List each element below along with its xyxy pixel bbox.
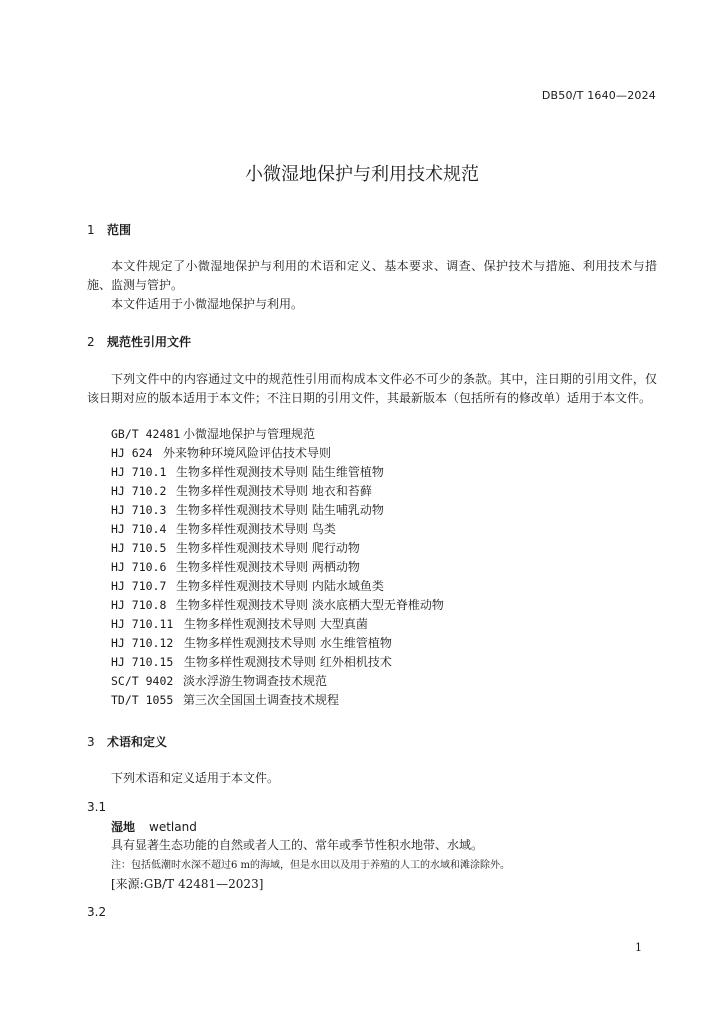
section-number: 1 (87, 223, 95, 237)
reference-name: 小微湿地保护与管理规范 (183, 427, 316, 441)
reference-name: 生物多样性观测技术导则 红外相机技术 (184, 655, 392, 669)
reference-name: 生物多样性观测技术导则 陆生哺乳动物 (176, 503, 384, 517)
list-item (111, 634, 444, 653)
scope-paragraph-2: 本文件适用于小微湿地保护与利用。 (111, 297, 304, 311)
reference-name: 生物多样性观测技术导则 水生维管植物 (184, 636, 392, 650)
list-item (111, 558, 444, 577)
reference-code: HJ 710.7 (111, 579, 167, 593)
reference-code: TD/T 1055 (111, 693, 174, 707)
reference-name: 生物多样性观测技术导则 鸟类 (176, 522, 336, 536)
term-definition: 具有显著生态功能的自然或者人工的、常年或季节性积水地带、水域。 (111, 838, 484, 852)
list-item (111, 577, 444, 596)
list-item (111, 501, 444, 520)
references-intro: 下列文件中的内容通过文中的规范性引用而构成本文件必不可少的条款。其中，注日期的引用文件，仅该日期对应的版本适用于本文件；不注日期的引用文件，其最新版本（包括所有的修改单）适用于本文件。 (87, 372, 657, 405)
reference-list (111, 425, 444, 710)
reference-name: 生物多样性观测技术导则 内陆水域鱼类 (176, 579, 384, 593)
section-title: 范围 (107, 223, 132, 237)
list-item (111, 615, 444, 634)
term-note: 注：包括低潮时水深不超过6 m的海域，但是水田以及用于养殖的人工的水域和滩涂除外。 (111, 860, 511, 871)
reference-name: 生物多样性观测技术导则 大型真菌 (184, 617, 368, 631)
terms-intro: 下列术语和定义适用于本文件。 (111, 771, 280, 785)
section-number: 2 (87, 335, 95, 349)
reference-name: 生物多样性观测技术导则 爬行动物 (176, 541, 360, 555)
reference-name: 生物多样性观测技术导则 地衣和苔藓 (176, 484, 372, 498)
list-item (111, 653, 444, 672)
list-item (111, 672, 444, 691)
reference-code: HJ 710.2 (111, 484, 167, 498)
reference-name: 生物多样性观测技术导则 两栖动物 (176, 560, 360, 574)
reference-code: HJ 710.4 (111, 522, 167, 536)
scope-paragraph-1: 本文件规定了小微湿地保护与利用的术语和定义、基本要求、调查、保护技术与措施、利用技术与措施、监测与管护。 (87, 259, 657, 292)
reference-name: 淡水浮游生物调查技术规范 (183, 674, 328, 688)
reference-name: 第三次全国国土调查技术规程 (183, 693, 340, 707)
reference-code: HJ 624 (111, 446, 153, 460)
list-item (111, 444, 444, 463)
list-item (111, 691, 444, 710)
document-title: 小微湿地保护与利用技术规范 (245, 164, 479, 185)
reference-code: HJ 710.1 (111, 465, 167, 479)
list-item (111, 463, 444, 482)
reference-code: HJ 710.8 (111, 598, 167, 612)
reference-code: GB/T 42481 (111, 427, 181, 441)
reference-code: HJ 710.12 (111, 636, 174, 650)
term-source: [来源:GB/T 42481—2023] (111, 877, 264, 891)
reference-code: HJ 710.3 (111, 503, 167, 517)
reference-code: SC/T 9402 (111, 674, 174, 688)
reference-name: 外来物种环境风险评估技术导则 (163, 446, 332, 460)
page-number: 1 (635, 941, 642, 954)
section-title: 术语和定义 (107, 735, 168, 749)
reference-code: HJ 710.11 (111, 617, 174, 631)
term-heading (111, 818, 197, 835)
list-item (111, 539, 444, 558)
term-chinese: 湿地 (111, 820, 136, 834)
section-title: 规范性引用文件 (107, 335, 192, 349)
list-item (111, 425, 444, 444)
section-3-heading (87, 733, 167, 750)
list-item (111, 520, 444, 539)
section-1-heading (87, 221, 131, 238)
clause-number: 3.1 (87, 800, 107, 814)
document-code: DB50/T 1640—2024 (541, 89, 656, 102)
list-item (111, 596, 444, 615)
reference-name: 生物多样性观测技术导则 淡水底栖大型无脊椎动物 (176, 598, 444, 612)
term-english: wetland (149, 820, 197, 834)
reference-code: HJ 710.15 (111, 655, 174, 669)
section-2-heading (87, 333, 191, 350)
clause-number: 3.2 (87, 905, 107, 919)
reference-code: HJ 710.5 (111, 541, 167, 555)
section-number: 3 (87, 735, 95, 749)
reference-code: HJ 710.6 (111, 560, 167, 574)
list-item (111, 482, 444, 501)
reference-name: 生物多样性观测技术导则 陆生维管植物 (176, 465, 384, 479)
